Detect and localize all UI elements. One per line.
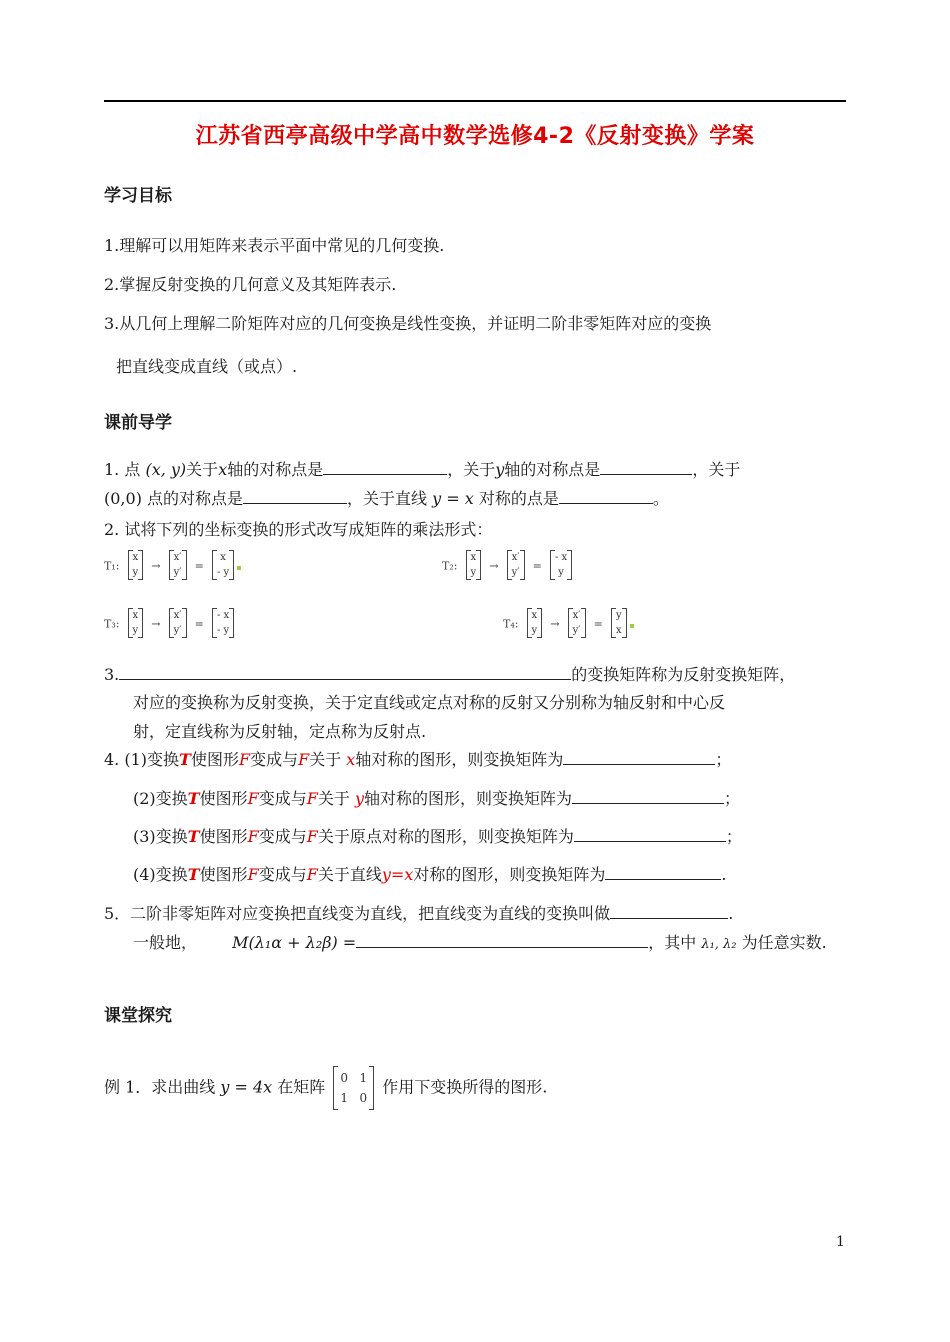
q1-text-c: 轴的对称点是	[227, 460, 324, 479]
q1-text-b: 关于	[186, 460, 219, 479]
q3-line-2: 对应的变换称为反射变换，关于定直线或定点对称的反射又分别称为轴反射和中心反	[133, 693, 726, 712]
q1-text-f: ，关于	[692, 460, 741, 479]
goal-2: 2.掌握反射变换的几何意义及其矩阵表示.	[104, 275, 397, 294]
document-title: 江苏省西亭高级中学高中数学选修4-2《反射变换》学案	[195, 124, 755, 149]
example-curve: y = 4x	[220, 1077, 273, 1097]
section-heading-explore: 课堂探究	[104, 1006, 172, 1026]
q1-text-a: 1. 点	[104, 460, 141, 479]
q5-blank-2[interactable]	[356, 933, 648, 948]
t1-result: x - y	[212, 550, 234, 580]
q5-blank-1[interactable]	[610, 904, 728, 919]
q4-blank-1[interactable]	[563, 750, 715, 765]
example-1: 例 1．求出曲线 y = 4x 在矩阵 0 1 1 0 作用下变换所得的图形.	[104, 1066, 547, 1110]
q1-y: y	[495, 460, 505, 479]
q4-item-2: (2)变换T使图形F变成与F关于 y轴对称的图形，则变换矩阵为 ；	[133, 789, 741, 808]
q3-line-1	[104, 662, 795, 685]
q4-item-3: (3)变换T使图形F变成与F关于原点对称的图形，则变换矩阵为 ；	[133, 827, 742, 846]
t3-arrow: →	[151, 617, 161, 631]
q1-x: x	[218, 460, 228, 479]
q5-line-1: 5．二阶非零矩阵对应变换把直线变为直线，把直线变为直线的变换叫做 .	[104, 904, 734, 923]
t1-eq: =	[194, 559, 204, 573]
q4-blank-2[interactable]	[572, 789, 724, 804]
q1-point: (x, y)	[145, 460, 187, 479]
q1-line-1	[104, 457, 740, 480]
q2-t3	[104, 608, 237, 638]
q1-blank-4[interactable]	[559, 489, 653, 504]
t4-vector-prime: x′ y′	[568, 608, 586, 638]
t2-eq: =	[532, 559, 542, 573]
q1-blank-2[interactable]	[600, 460, 692, 475]
q4-number: 4.	[104, 750, 120, 769]
q1-text-h: ，关于直线	[347, 489, 428, 508]
t3-eq: =	[194, 617, 204, 631]
q1-blank-1[interactable]	[323, 460, 447, 475]
q5-line-2: 一般地， M(λ₁α + λ₂β) = ，其中 λ₁, λ₂ 为任意实数.	[133, 933, 827, 952]
q1-text-e: 轴的对称点是	[504, 460, 601, 479]
t1-label: T₁:	[104, 559, 120, 573]
t4-result: y x	[611, 608, 627, 638]
section-heading-preview: 课前导学	[104, 413, 172, 433]
t2-result: - x y	[550, 550, 572, 580]
t2-label: T₂:	[442, 559, 458, 573]
q3-text-a: 的变换矩阵称为反射变换矩阵，	[571, 665, 796, 684]
q1-text-j: 。	[652, 489, 669, 508]
q2-t4	[503, 608, 634, 638]
goal-3: 3.从几何上理解二阶矩阵对应的几何变换是线性变换，并证明二阶非零矩阵对应的变换	[104, 314, 712, 333]
t4-label: T₄:	[503, 617, 519, 631]
q2-t2	[442, 550, 575, 580]
t4-vector: x y	[527, 608, 543, 638]
q3-line-3: 射，定直线称为反射轴，定点称为反射点.	[133, 722, 427, 741]
q1-text-d: ，关于	[447, 460, 496, 479]
page-number: 1	[836, 1234, 845, 1250]
q1-line-eq: y = x	[432, 489, 474, 508]
q3-number: 3.	[104, 665, 120, 684]
q4-item-1: 4. (1)变换T使图形F变成与F关于 x轴对称的图形，则变换矩阵为 ；	[104, 750, 732, 769]
t4-eq: =	[593, 617, 603, 631]
q1-origin: (0,0)	[104, 489, 142, 508]
q4-item-4: (4)变换T使图形F变成与F关于直线y=x对称的图形，则变换矩阵为 .	[133, 865, 727, 884]
goal-3-cont: 把直线变成直线（或点）.	[116, 357, 298, 376]
header-rule	[104, 100, 846, 102]
t3-vector: x y	[128, 608, 144, 638]
t3-vector-prime: x′ y′	[169, 608, 187, 638]
q1-text-g: 点的对称点是	[147, 489, 244, 508]
q2-text: 2. 试将下列的坐标变换的形式改写成矩阵的乘法形式：	[104, 520, 493, 539]
q1-line-2	[104, 486, 669, 509]
t1-vector-prime: x′ y′	[169, 550, 187, 580]
t1-arrow: →	[151, 559, 161, 573]
q5-lambdas: λ₁, λ₂	[701, 937, 737, 952]
goal-1: 1.理解可以用矩阵来表示平面中常见的几何变换.	[104, 236, 445, 255]
q1-blank-3[interactable]	[243, 489, 347, 504]
t3-result: - x - y	[212, 608, 234, 638]
q2-t1	[104, 550, 241, 580]
q4-blank-4[interactable]	[605, 865, 721, 880]
q5-formula: M(λ₁α + λ₂β) =	[232, 933, 357, 952]
q1-text-i: 对称的点是	[478, 489, 559, 508]
example-matrix: 0 1 1 0	[333, 1066, 374, 1110]
t2-vector-prime: x′ y′	[507, 550, 525, 580]
q3-blank[interactable]	[119, 665, 571, 680]
t1-vector: x y	[128, 550, 144, 580]
t3-label: T₃:	[104, 617, 120, 631]
t4-arrow: →	[550, 617, 560, 631]
q4-blank-3[interactable]	[574, 827, 726, 842]
section-heading-goals: 学习目标	[104, 186, 172, 206]
t2-vector: x y	[466, 550, 482, 580]
t2-arrow: →	[489, 559, 499, 573]
